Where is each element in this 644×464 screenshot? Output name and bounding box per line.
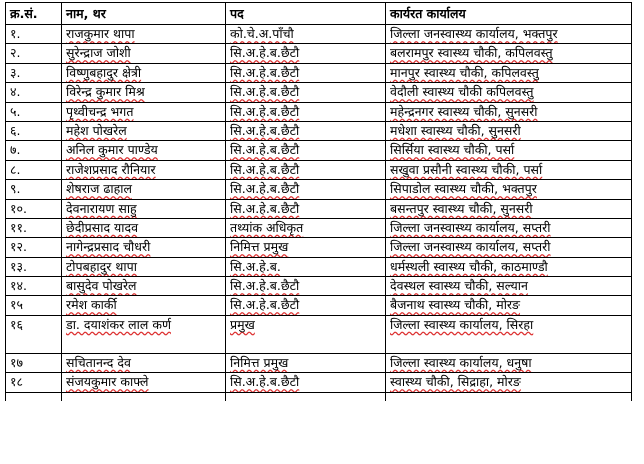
cell-name: विरेन्द्र कुमार मिश्र <box>62 83 226 102</box>
cell-name: छेदीप्रसाद यादव <box>62 218 226 237</box>
table-row <box>6 296 632 315</box>
cell-name: बासुदेव पोखरेल <box>62 277 226 296</box>
cell-post: प्रमुख <box>226 315 386 353</box>
cell-office: धर्मस्थली स्वास्थ्य चौकी, काठमाण्डौ <box>386 257 632 276</box>
cell-sn: ११. <box>6 218 62 237</box>
table-row <box>6 63 632 82</box>
cell-office: बलरामपुर स्वास्थ्य चौकी, कपिलवस्तु <box>386 44 632 63</box>
cell-name: रमेश कार्की <box>62 296 226 315</box>
staff-table <box>5 2 632 401</box>
cell-name: देवनारायण साहु <box>62 199 226 218</box>
table-row <box>6 102 632 121</box>
header-office: कार्यरत कार्यालय <box>386 3 632 25</box>
cell-office: जिल्ला जनस्वास्थ्य कार्यालय, सप्तरी <box>386 218 632 237</box>
cell-post: सि.अ.हे.ब.छैटौ <box>226 63 386 82</box>
cell-empty <box>226 392 386 401</box>
cell-sn: ९. <box>6 180 62 199</box>
cell-name: शेषराज ढाहाल <box>62 180 226 199</box>
cell-sn: १२. <box>6 238 62 257</box>
cell-sn: १०. <box>6 199 62 218</box>
cell-empty <box>386 392 632 401</box>
cell-sn: १४. <box>6 277 62 296</box>
table-row <box>6 218 632 237</box>
cell-sn: ४. <box>6 83 62 102</box>
cell-name: सुरेन्द्राज जोशी <box>62 44 226 63</box>
cell-office: जिल्ला जनस्वास्थ्य कार्यालय, सप्तरी <box>386 238 632 257</box>
cell-post: सि.अ.हे.ब. <box>226 257 386 276</box>
table-row <box>6 44 632 63</box>
table-row <box>6 353 632 372</box>
cell-post: निमित्त प्रमुख <box>226 353 386 372</box>
cell-sn: १८ <box>6 373 62 392</box>
cell-post: सि.अ.हे.ब.छैटौ <box>226 296 386 315</box>
cell-post: सि.अ.हे.ब.छैटौ <box>226 277 386 296</box>
cell-office: देवस्थल स्वास्थ्य चौकी, सल्यान <box>386 277 632 296</box>
table-row <box>6 160 632 179</box>
table-row <box>6 373 632 392</box>
cell-office: जिल्ला स्वास्थ्य कार्यालय, धनुषा <box>386 353 632 372</box>
cell-office: सखुवा प्रसौनी स्वास्थ्य चौकी, पर्सा <box>386 160 632 179</box>
table-row-continuation <box>6 392 632 401</box>
cell-sn: १६ <box>6 315 62 353</box>
cell-post: सि.अ.हे.ब.छैटौ <box>226 373 386 392</box>
cell-post: सि.अ.हे.ब.छैटौ <box>226 199 386 218</box>
cell-name: राजेशप्रसाद रौनियार <box>62 160 226 179</box>
cell-post: सि.अ.हे.ब.छैटौ <box>226 102 386 121</box>
cell-office: सिर्सिया स्वास्थ्य चौकी, पर्सा <box>386 141 632 160</box>
cell-name: नागेन्द्रप्रसाद चौधरी <box>62 238 226 257</box>
cell-sn: २. <box>6 44 62 63</box>
table-row <box>6 141 632 160</box>
cell-post: निमित्त प्रमुख <box>226 238 386 257</box>
cell-name: अनिल कुमार पाण्डेय <box>62 141 226 160</box>
header-sn: क्र.सं. <box>6 3 62 25</box>
table-row <box>6 315 632 353</box>
cell-post: को.चे.अ.पाँचौ <box>226 25 386 44</box>
cell-name: संजयकुमार काफ्ले <box>62 373 226 392</box>
header-row <box>6 3 632 25</box>
cell-office: स्वास्थ्य चौकी, सिद्राहा, मोरङ <box>386 373 632 392</box>
cell-sn: १५ <box>6 296 62 315</box>
cell-name: सचितानन्द देव <box>62 353 226 372</box>
cell-post: सि.अ.हे.ब.छैटौ <box>226 180 386 199</box>
cell-office: सिपाडोल स्वास्थ्य चौकी, भक्तपुर <box>386 180 632 199</box>
cell-office: जिल्ला जनस्वास्थ्य कार्यालय, भक्तपुर <box>386 25 632 44</box>
cell-office: मधेशा स्वास्थ्य चौकी, सुनसरी <box>386 121 632 140</box>
cell-office: मानपुर स्वास्थ्य चौकी, कपिलवस्तु <box>386 63 632 82</box>
cell-sn: १. <box>6 25 62 44</box>
cell-name: विष्णुबहादुर क्षेत्री <box>62 63 226 82</box>
cell-sn: ५. <box>6 102 62 121</box>
cell-sn: १७ <box>6 353 62 372</box>
cell-post: सि.अ.हे.ब.छैटौ <box>226 83 386 102</box>
cell-sn: ८. <box>6 160 62 179</box>
table-row <box>6 83 632 102</box>
cell-name: महेश पोखरेल <box>62 121 226 140</box>
table-row <box>6 121 632 140</box>
cell-post: सि.अ.हे.ब.छैटौ <box>226 160 386 179</box>
table-row <box>6 25 632 44</box>
table-row <box>6 180 632 199</box>
cell-post: सि.अ.हे.ब.छैटौ <box>226 121 386 140</box>
cell-sn: ७. <box>6 141 62 160</box>
table-row <box>6 238 632 257</box>
cell-name: राजकुमार थापा <box>62 25 226 44</box>
cell-post: सि.अ.हे.ब.छैटौ <box>226 44 386 63</box>
cell-sn: १३. <box>6 257 62 276</box>
cell-office: महेन्द्रनगर स्वास्थ्य चौकी, सुनसरी <box>386 102 632 121</box>
cell-name: पृथ्वीचन्द्र भगत <box>62 102 226 121</box>
header-name: नाम, थर <box>62 3 226 25</box>
header-post: पद <box>226 3 386 25</box>
cell-name: टोपबहादुर थापा <box>62 257 226 276</box>
cell-empty <box>6 392 62 401</box>
cell-office: बैजनाथ स्वास्थ्य चौकी, मोरङ <box>386 296 632 315</box>
cell-sn: ६. <box>6 121 62 140</box>
cell-office: वेदौली स्वास्थ्य चौकी कपिलवस्तु <box>386 83 632 102</box>
cell-sn: ३. <box>6 63 62 82</box>
cell-office: जिल्ला स्वास्थ्य कार्यालय, सिरहा <box>386 315 632 353</box>
cell-office: बसन्तपुर स्वास्थ्य चौकी, सुनसरी <box>386 199 632 218</box>
table-row <box>6 277 632 296</box>
cell-empty <box>62 392 226 401</box>
table-row <box>6 257 632 276</box>
cell-post: सि.अ.हे.ब.छैटौ <box>226 141 386 160</box>
table-row <box>6 199 632 218</box>
cell-post: तथ्यांक अधिकृत <box>226 218 386 237</box>
cell-name: डा. दयाशंकर लाल कर्ण <box>62 315 226 353</box>
